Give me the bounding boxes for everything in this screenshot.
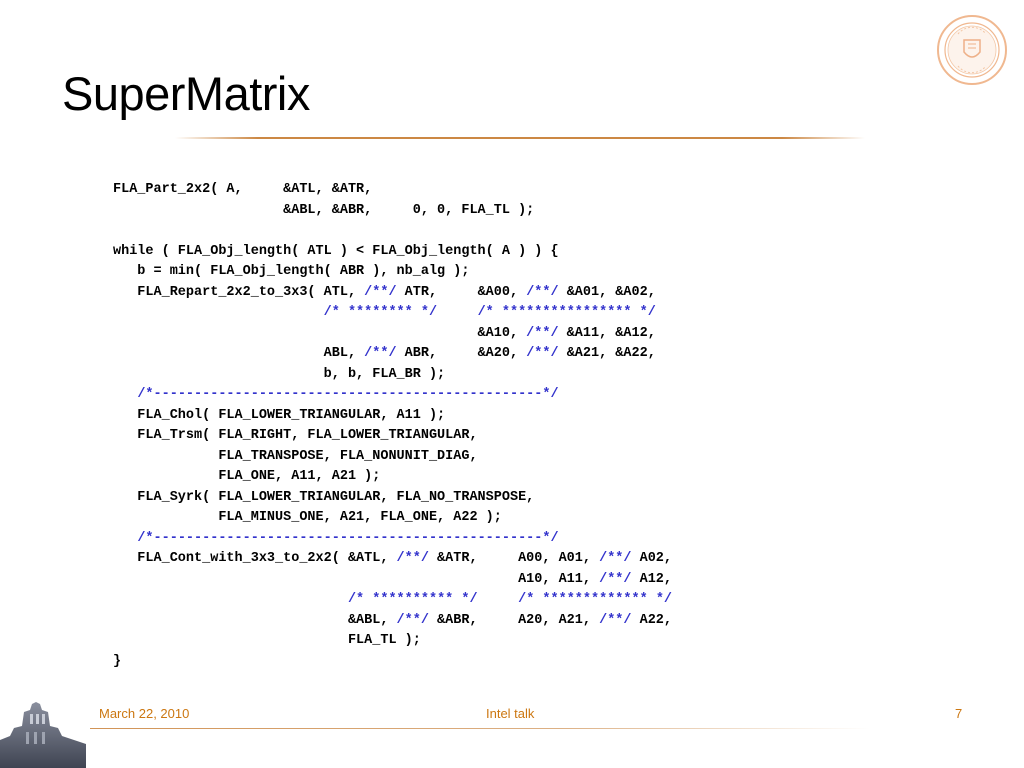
tower-silhouette-icon [0, 700, 86, 768]
code-comment: /* ********** */ [347, 592, 478, 607]
code-line [113, 570, 672, 591]
code-comment: /**/ [396, 551, 429, 566]
footer-title: Intel talk [486, 706, 535, 721]
code-text: FLA_Chol( FLA_LOWER_TRIANGULAR, A11 ); [113, 407, 446, 423]
code-line [113, 611, 672, 632]
slide-title: SuperMatrix [62, 67, 310, 120]
code-text: } [113, 653, 122, 669]
code-comment: /**/ [599, 551, 632, 566]
code-text: &ABL, &ABR, 0, 0, FLA_TL ); [113, 202, 535, 218]
code-text: FLA_TRANSPOSE, FLA_NONUNIT_DIAG, [113, 448, 478, 464]
code-text: b = min( FLA_Obj_length( ABR ), nb_alg ); [113, 264, 470, 279]
code-line [113, 549, 672, 570]
code-line [113, 652, 672, 673]
code-text [113, 592, 348, 607]
code-text: &A01, &A02, [558, 284, 656, 300]
code-text: FLA_MINUS_ONE, A21, FLA_ONE, A22 ); [113, 510, 502, 525]
footer-date: March 22, 2010 [99, 706, 190, 721]
code-comment: /**/ [599, 571, 632, 587]
code-line [113, 508, 672, 529]
code-line [113, 426, 672, 447]
code-text: FLA_ONE, A11, A21 ); [113, 469, 381, 484]
code-text: A02, [631, 551, 673, 566]
code-text: &A11, &A12, [558, 325, 656, 341]
code-text [478, 592, 519, 607]
code-text: FLA_Part_2x2( A, &ATL, &ATR, [113, 182, 373, 197]
code-comment: /**/ [364, 346, 397, 361]
code-text: FLA_Repart_2x2_to_3x3( ATL, [113, 284, 365, 300]
code-comment: /* ******** */ [323, 305, 438, 320]
code-text: A10, A11, [113, 571, 600, 587]
code-line [113, 303, 672, 324]
code-text [113, 305, 324, 320]
code-line [113, 221, 672, 242]
code-line [113, 590, 672, 611]
code-comment: /**/ [599, 612, 632, 628]
code-text: FLA_Syrk( FLA_LOWER_TRIANGULAR, FLA_NO_TRANSPOSE, [113, 489, 535, 505]
code-line [113, 180, 672, 201]
code-text: A22, [631, 612, 673, 628]
code-text: A12, [631, 571, 673, 587]
page-number: 7 [955, 706, 963, 721]
code-text: ATR, &A00, [396, 284, 527, 300]
code-text: &A10, [113, 325, 527, 341]
code-comment: /**/ [396, 612, 429, 628]
code-text: &A21, &A22, [558, 346, 656, 361]
code-text: &ABL, [113, 612, 397, 628]
code-line [113, 447, 672, 468]
code-line [113, 324, 672, 345]
code-text: FLA_Cont_with_3x3_to_2x2( &ATL, [113, 551, 397, 566]
code-comment: /*------------------------------------------------*/ [137, 530, 559, 546]
code-line [113, 385, 672, 406]
code-text: &ABR, A20, A21, [428, 612, 600, 628]
code-comment: /*------------------------------------------------*/ [137, 387, 559, 402]
code-line [113, 467, 672, 488]
code-comment: /**/ [526, 284, 559, 300]
code-line [113, 283, 672, 304]
code-line [113, 488, 672, 509]
code-text: &ATR, A00, A01, [428, 551, 600, 566]
code-block [113, 180, 672, 672]
code-line [113, 406, 672, 427]
code-comment: /**/ [526, 325, 559, 341]
code-text: ABL, [113, 346, 365, 361]
code-text [437, 305, 478, 320]
code-text: b, b, FLA_BR ); [113, 366, 446, 382]
code-line [113, 631, 672, 652]
code-line [113, 529, 672, 550]
code-text: ABR, &A20, [396, 346, 527, 361]
title-divider [175, 137, 865, 139]
code-text: FLA_Trsm( FLA_RIGHT, FLA_LOWER_TRIANGULAR, [113, 428, 478, 443]
code-line [113, 344, 672, 365]
code-comment: /**/ [364, 284, 397, 300]
university-seal-icon [936, 14, 1008, 86]
code-line [113, 262, 672, 283]
code-text: FLA_TL ); [113, 633, 421, 648]
code-comment: /* **************** */ [477, 305, 656, 320]
code-line [113, 365, 672, 386]
code-text [113, 387, 137, 402]
code-comment: /**/ [526, 346, 559, 361]
footer-divider [90, 728, 870, 729]
code-comment: /* ************* */ [518, 592, 673, 607]
code-line [113, 201, 672, 222]
code-text: while ( FLA_Obj_length( ATL ) < FLA_Obj_length( A ) ) { [113, 243, 559, 259]
code-line [113, 242, 672, 263]
code-text [113, 531, 137, 546]
